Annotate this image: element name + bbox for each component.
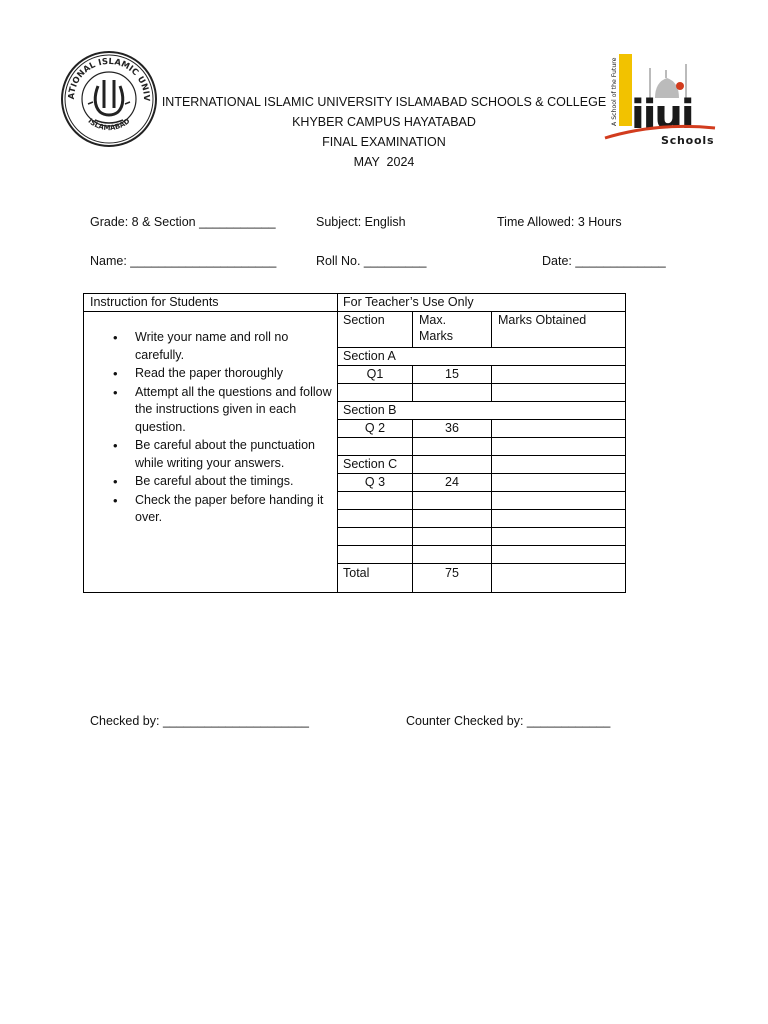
q3-label: Q 3 — [364, 475, 386, 489]
marks-obtained-column-header: Marks Obtained — [498, 313, 587, 327]
exam-date: MAY 2024 — [353, 155, 415, 169]
instruction-item: • Be careful about the punctuation while writing your answers. — [112, 437, 332, 472]
checked-by-field: Checked by: _____________________ — [90, 714, 309, 728]
date-field: Date: _____________ — [542, 254, 666, 268]
exam-marks-table — [83, 293, 626, 593]
total-label: Total — [343, 566, 370, 580]
q1-label: Q1 — [366, 367, 384, 381]
q1-max-marks: 15 — [445, 367, 459, 381]
q2-label: Q 2 — [364, 421, 386, 435]
svg-text:iiui: iiui — [631, 92, 693, 138]
section-b-label: Section B — [343, 403, 397, 417]
instruction-item: • Check the paper before handing it over. — [112, 492, 332, 527]
svg-text:INTERNATIONAL ISLAMIC UNIVERSI: ATIONAL ISLAMIC UNIV — [65, 55, 153, 102]
instruction-item: • Read the paper thoroughly — [112, 365, 332, 383]
instruction-item: • Write your name and roll no carefully. — [112, 329, 332, 364]
svg-text:ISLAMABAD: ISLAMABAD — [86, 117, 132, 133]
total-max-marks: 75 — [445, 566, 459, 580]
campus-name: KHYBER CAMPUS HAYATABAD — [292, 115, 476, 129]
q2-max-marks: 36 — [445, 421, 459, 435]
exam-title: FINAL EXAMINATION — [322, 135, 446, 149]
roll-number-field: Roll No. _________ — [316, 254, 427, 268]
teachers-use-header: For Teacher’s Use Only — [343, 295, 474, 309]
instruction-item: • Attempt all the questions and follow the instructions given in each question. — [112, 384, 332, 437]
section-a-label: Section A — [343, 349, 396, 363]
svg-text:Schools: Schools — [661, 134, 715, 147]
instructions-header: Instruction for Students — [90, 295, 219, 309]
section-column-header: Section — [343, 313, 385, 327]
instructions-list — [112, 329, 332, 528]
school-title: INTERNATIONAL ISLAMIC UNIVERSITY ISLAMABAD SCHOOLS & COLLEGE — [161, 95, 607, 109]
grade-section-field: Grade: 8 & Section ___________ — [90, 215, 276, 229]
subject-label: Subject: English — [316, 215, 406, 229]
name-field: Name: _____________________ — [90, 254, 277, 268]
instruction-item: • Be careful about the timings. — [112, 473, 332, 491]
section-c-label: Section C — [343, 457, 398, 471]
time-allowed-label: Time Allowed: 3 Hours — [497, 215, 622, 229]
q3-max-marks: 24 — [445, 475, 459, 489]
svg-text:A School of the Future: A School of the Future — [611, 57, 618, 126]
max-marks-column-header: Max. Marks — [419, 313, 454, 343]
counter-checked-by-field: Counter Checked by: ____________ — [406, 714, 611, 728]
